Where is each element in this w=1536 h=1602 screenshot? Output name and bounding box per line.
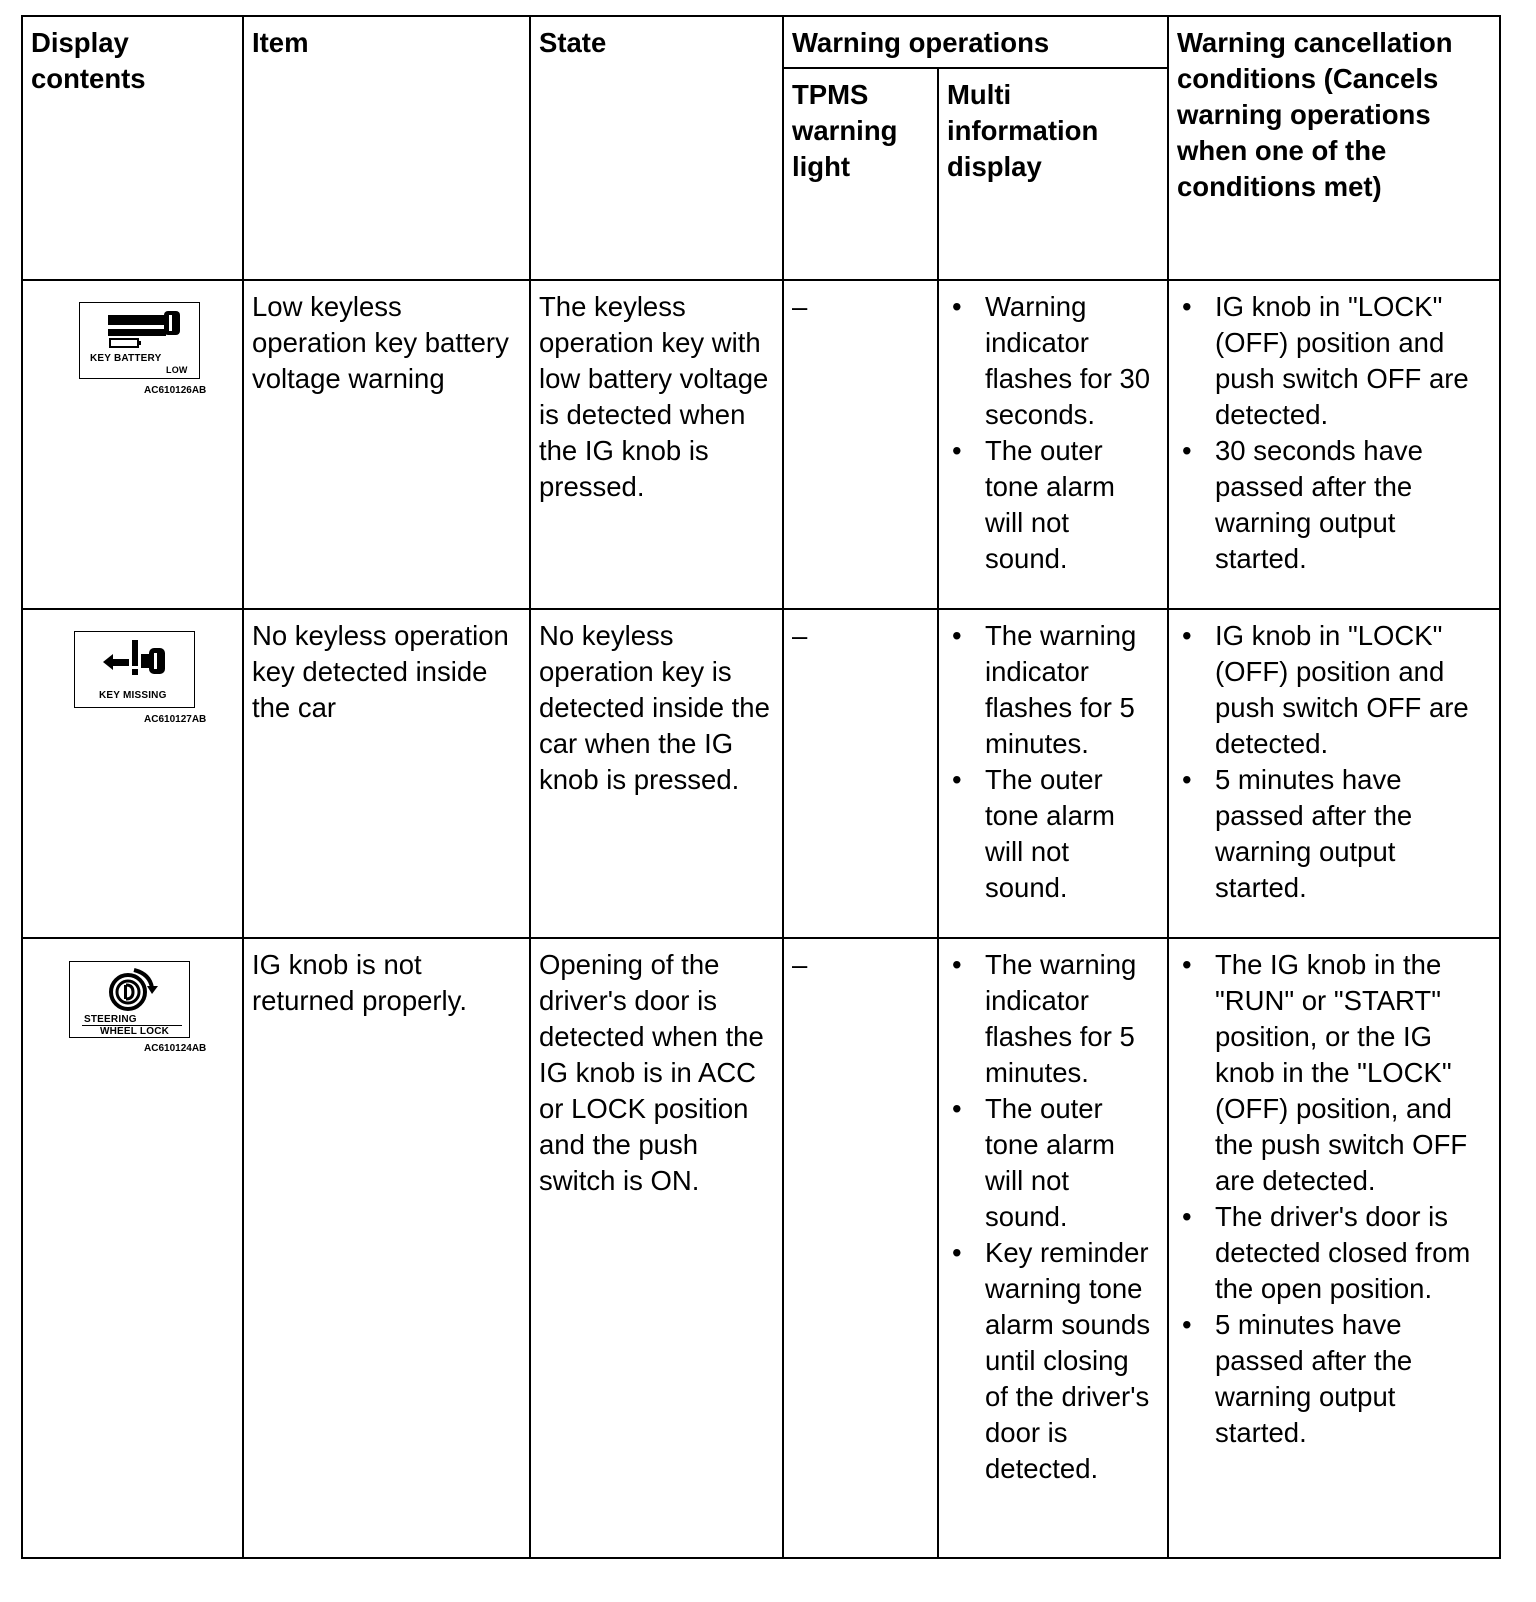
table-row [22, 609, 1500, 938]
header-warning-operations: Warning operations [783, 16, 1168, 68]
figure-code: AC610126AB [144, 385, 207, 396]
tpms-cell [783, 280, 938, 609]
state-cell: Opening of the driver's door is detected when the IG knob is in ACC or LOCK position and the push switch is ON. [530, 938, 783, 1558]
cancellation-cell [1168, 609, 1500, 938]
icon-label-sub: WHEEL LOCK [100, 1026, 170, 1037]
list-item: • The outer tone alarm will not sound. [985, 433, 1159, 577]
header-item: Item [243, 16, 530, 280]
list-item: • The IG knob in the "RUN" or "START" position, or the IG knob in the "LOCK" (OFF) position, and the push switch OFF are detected. [1215, 947, 1491, 1199]
header-display-contents: Display contents [22, 16, 243, 280]
list-item: • The warning indicator flashes for 5 minutes. [985, 618, 1159, 762]
list-item: • Warning indicator flashes for 30 seconds. [985, 289, 1159, 433]
display-contents-cell [22, 938, 243, 1558]
figure-code: AC610124AB [144, 1043, 207, 1054]
multi-info-cell [938, 280, 1168, 609]
item-cell: Low keyless operation key battery voltage warning [243, 280, 530, 609]
list-item: • Key reminder warning tone alarm sounds until closing of the driver's door is detected. [985, 1235, 1159, 1487]
item-cell: IG knob is not returned properly. [243, 938, 530, 1558]
list-item: • The driver's door is detected closed from the open position. [1215, 1199, 1491, 1307]
icon-label: KEY BATTERY [90, 353, 162, 364]
table-row [22, 280, 1500, 609]
table-row [22, 938, 1500, 1558]
list-item: • The warning indicator flashes for 5 minutes. [985, 947, 1159, 1091]
header-multi-info: Multi information display [938, 68, 1168, 280]
item-cell: No keyless operation key detected inside the car [243, 609, 530, 938]
tpms-value: – [792, 949, 808, 980]
key-battery-low-icon [79, 302, 200, 379]
list-item: • 5 minutes have passed after the warning output started. [1215, 762, 1491, 906]
figure-code: AC610127AB [144, 714, 207, 725]
display-contents-cell [22, 609, 243, 938]
cancellation-cell [1168, 938, 1500, 1558]
tpms-cell [783, 609, 938, 938]
icon-label-sub: LOW [166, 365, 188, 375]
list-item: • 5 minutes have passed after the warning output started. [1215, 1307, 1491, 1451]
state-cell: No keyless operation key is detected inside the car when the IG knob is pressed. [530, 609, 783, 938]
header-tpms: TPMS warning light [783, 68, 938, 280]
list-item: • 30 seconds have passed after the warning output started. [1215, 433, 1491, 577]
key-missing-icon [74, 631, 195, 708]
multi-info-cell [938, 938, 1168, 1558]
steering-wheel-lock-icon [69, 961, 190, 1038]
icon-label: STEERING [84, 1014, 137, 1025]
list-item: • IG knob in "LOCK" (OFF) position and push switch OFF are detected. [1215, 618, 1491, 762]
state-cell: The keyless operation key with low battery voltage is detected when the IG knob is pressed. [530, 280, 783, 609]
icon-label: KEY MISSING [99, 690, 167, 701]
tpms-cell [783, 938, 938, 1558]
list-item: • IG knob in "LOCK" (OFF) position and push switch OFF are detected. [1215, 289, 1491, 433]
warning-table [21, 15, 1501, 1559]
cancellation-cell [1168, 280, 1500, 609]
multi-info-cell [938, 609, 1168, 938]
display-contents-cell [22, 280, 243, 609]
header-state: State [530, 16, 783, 280]
tpms-value: – [792, 291, 808, 322]
tpms-value: – [792, 620, 808, 651]
list-item: • The outer tone alarm will not sound. [985, 762, 1159, 906]
header-cancellation: Warning cancellation conditions (Cancels warning operations when one of the conditions met) [1168, 16, 1500, 280]
list-item: • The outer tone alarm will not sound. [985, 1091, 1159, 1235]
header-row [22, 16, 1500, 68]
